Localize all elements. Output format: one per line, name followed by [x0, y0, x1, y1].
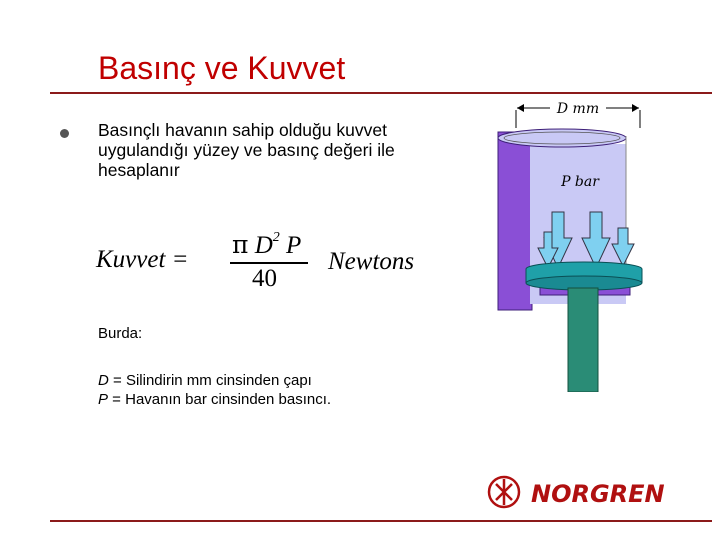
where-label: Burda:: [98, 325, 143, 342]
bullet-icon: [60, 129, 69, 138]
fraction-bar: [230, 262, 308, 264]
footer-divider: [50, 520, 712, 522]
definition-symbol: P: [98, 391, 109, 408]
formula-numerator: [232, 230, 301, 260]
definition-text: = Havanın bar cinsinden basıncı.: [108, 391, 332, 408]
formula-exponent: 2: [272, 230, 280, 245]
description-text: Basınçlı havanın sahip olduğu kuvvet uygulandığı yüzey ve basınç değeri ile hesaplanır: [98, 120, 395, 180]
formula-lhs: Kuvvet =: [96, 246, 189, 273]
formula-pi: π: [232, 230, 249, 259]
slide-title: Basınç ve Kuvvet: [98, 50, 346, 86]
definition-diameter: [98, 372, 312, 389]
definition-symbol: D: [98, 372, 109, 389]
formula-d: D: [254, 232, 273, 259]
pressure-label: P bar: [561, 174, 599, 190]
diameter-label: D mm: [556, 101, 600, 117]
formula-denominator: 40: [252, 265, 277, 292]
cylinder-diagram: [480, 92, 660, 392]
definition-pressure: [98, 391, 331, 408]
formula-unit: Newtons: [328, 248, 415, 275]
definition-text: = Silindirin mm cinsinden çapı: [108, 372, 312, 389]
logo-text: NORGREN: [531, 480, 665, 508]
formula-p: P: [286, 232, 302, 259]
norgren-logo: [487, 475, 697, 509]
